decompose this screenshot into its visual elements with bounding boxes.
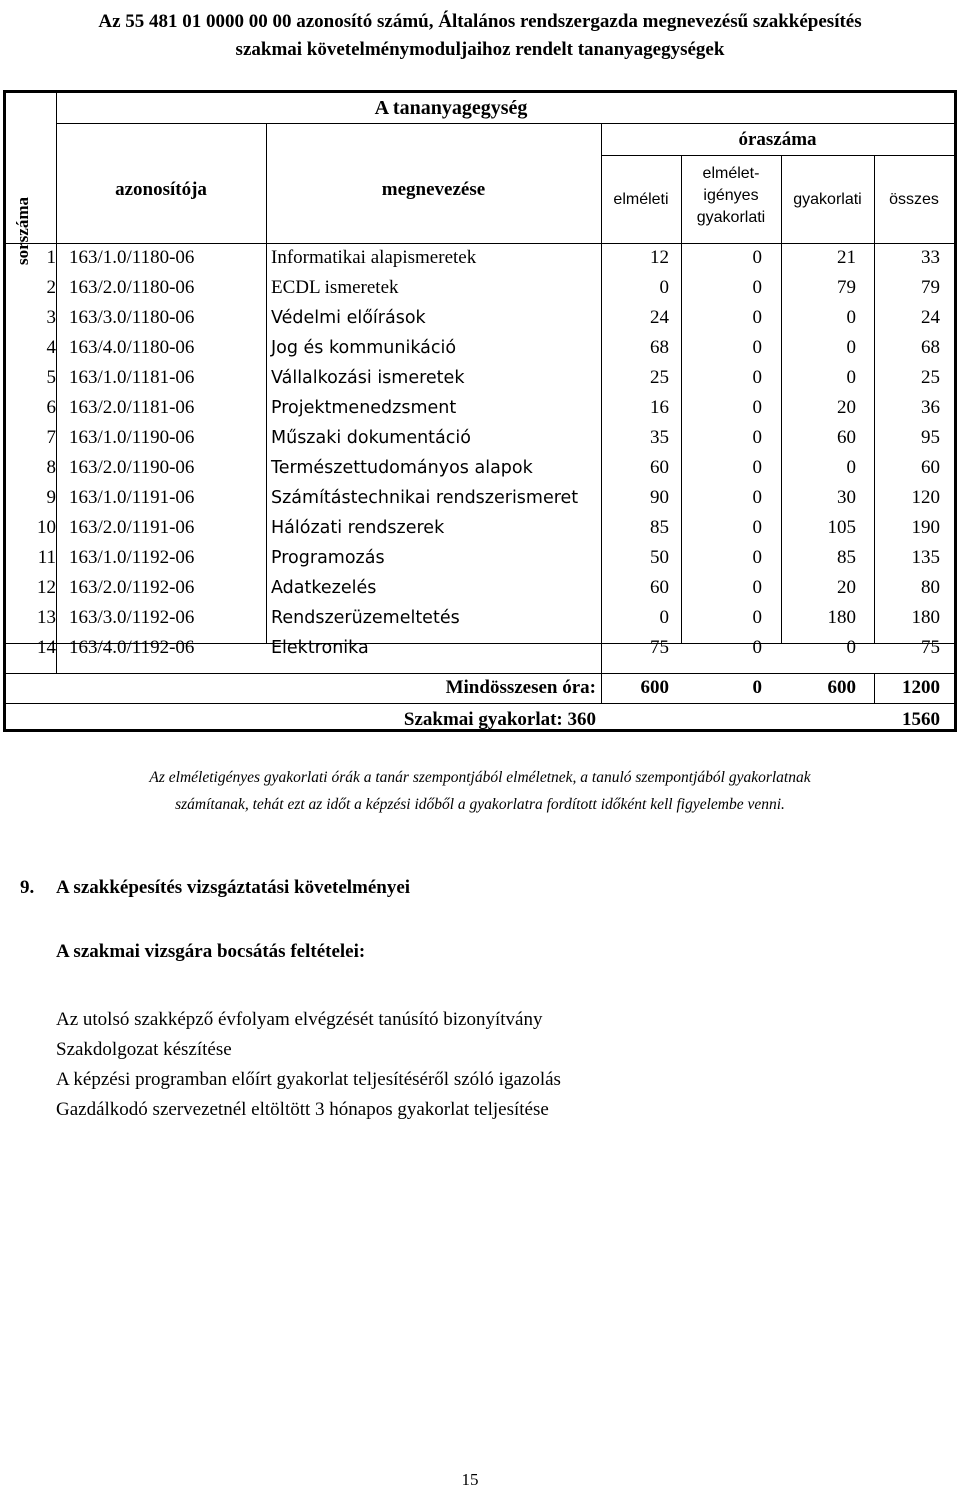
- table-row: [6, 453, 954, 483]
- section-heading: [20, 877, 410, 899]
- section-subtitle: A szakmai vizsgára bocsátás feltételei:: [56, 941, 366, 962]
- table-cell-elm: 60: [650, 457, 669, 478]
- list-item: Szakdolgozat készítése: [56, 1039, 232, 1060]
- table-cell-name: Természettudományos alapok: [271, 458, 533, 478]
- table-cell-ossz: 75: [921, 637, 940, 658]
- table-cell-gyak: 180: [827, 607, 856, 628]
- table-cell-gyak: 105: [827, 517, 856, 538]
- page-number: 15: [461, 1470, 479, 1489]
- table-cell-id: 163/3.0/1192-06: [69, 607, 195, 628]
- table-cell-id: 163/1.0/1180-06: [69, 247, 195, 268]
- table-cell-eig: 0: [752, 367, 762, 388]
- table-cell-eig: 0: [752, 607, 762, 628]
- table-cell-sn: 2: [46, 277, 56, 298]
- table-row: [6, 243, 954, 273]
- table-cell-id: 163/2.0/1180-06: [69, 277, 195, 298]
- table-row: [6, 513, 954, 543]
- table-cell-name: Műszaki dokumentáció: [271, 428, 471, 448]
- header-osszes: összes: [889, 191, 939, 208]
- table-cell-name: Számítástechnikai rendszerismeret: [271, 488, 579, 508]
- conditions-list: [56, 1005, 561, 1125]
- table-cell-gyak: 21: [837, 247, 856, 268]
- table-cell-ossz: 180: [911, 607, 940, 628]
- title-line-1: Az 55 481 01 0000 00 00 azonosító számú, Általános rendszergazda megnevezésű szakképesítés: [98, 11, 862, 32]
- table-cell-elm: 24: [650, 307, 669, 328]
- header-elmeleti: elméleti: [613, 191, 669, 208]
- header-megnevezese: megnevezése: [381, 179, 486, 200]
- table-cell-sn: 1: [46, 247, 56, 268]
- table-cell-gyak: 30: [837, 487, 856, 508]
- table-cell-name: Programozás: [271, 548, 385, 568]
- table-cell-id: 163/1.0/1191-06: [69, 487, 195, 508]
- table-cell-eig: 0: [752, 517, 762, 538]
- table-cell-sn: 9: [46, 487, 56, 508]
- table-cell-sn: 6: [46, 397, 56, 418]
- section-number: 9.: [20, 877, 35, 898]
- table-row: [6, 573, 954, 603]
- practice-osszes: 1560: [902, 709, 940, 730]
- table-cell-eig: 0: [752, 247, 762, 268]
- table-cell-sn: 4: [46, 337, 56, 358]
- header-tananyagegyseg: A tananyagegység: [374, 97, 528, 119]
- table-cell-name: Védelmi előírások: [271, 308, 426, 328]
- table-cell-elm: 75: [650, 637, 669, 658]
- header-gyakorlati: gyakorlati: [793, 191, 862, 208]
- table-cell-elm: 25: [650, 367, 669, 388]
- table-cell-id: 163/4.0/1180-06: [69, 337, 195, 358]
- totals-label: Mindösszesen óra:: [445, 677, 596, 698]
- table-cell-eig: 0: [752, 277, 762, 298]
- table-cell-ossz: 190: [911, 517, 940, 538]
- totals-gyakorlati: 600: [827, 677, 856, 698]
- title-line-2: szakmai követelménymoduljaihoz rendelt tananyagegységek: [235, 39, 725, 60]
- table-cell-ossz: 25: [921, 367, 940, 388]
- table-cell-ossz: 24: [921, 307, 940, 328]
- table-cell-elm: 12: [650, 247, 669, 268]
- table-cell-ossz: 135: [911, 547, 940, 568]
- table-cell-gyak: 20: [837, 397, 856, 418]
- curriculum-table: [3, 90, 957, 732]
- table-cell-ossz: 79: [921, 277, 940, 298]
- table-cell-ossz: 95: [921, 427, 940, 448]
- footnote: [0, 764, 960, 818]
- table-cell-sn: 14: [37, 637, 56, 658]
- footnote-line-2: számítanak, tehát ezt az időt a képzési időből a gyakorlatra fordított időként kell figyelembe venni.: [175, 796, 785, 813]
- table-cell-eig: 0: [752, 547, 762, 568]
- table-cell-elm: 90: [650, 487, 669, 508]
- table-cell-sn: 13: [37, 607, 56, 628]
- table-cell-eig: 0: [752, 577, 762, 598]
- table-row: [6, 273, 954, 303]
- table-cell-gyak: 0: [846, 457, 856, 478]
- table-cell-sn: 5: [46, 367, 56, 388]
- table-cell-id: 163/3.0/1180-06: [69, 307, 195, 328]
- table-cell-ossz: 33: [921, 247, 940, 268]
- table-cell-sn: 10: [37, 517, 56, 538]
- table-cell-eig: 0: [752, 427, 762, 448]
- table-cell-ossz: 60: [921, 457, 940, 478]
- header-elmeletigenyes: elmélet- igényes gyakorlati: [696, 165, 766, 226]
- table-cell-elm: 0: [659, 607, 669, 628]
- table-cell-gyak: 20: [837, 577, 856, 598]
- table-cell-eig: 0: [752, 637, 762, 658]
- table-cell-gyak: 0: [846, 337, 856, 358]
- list-item: Az utolsó szakképző évfolyam elvégzését tanúsító bizonyítvány: [56, 1009, 543, 1030]
- table-row: [6, 363, 954, 393]
- totals-osszes: 1200: [902, 677, 940, 698]
- table-cell-ossz: 120: [911, 487, 940, 508]
- section-title: A szakképesítés vizsgáztatási követelményei: [56, 877, 411, 898]
- table-cell-gyak: 0: [846, 307, 856, 328]
- table-cell-elm: 16: [650, 397, 669, 418]
- table-cell-name: Informatikai alapismeretek: [271, 247, 477, 268]
- table-row: [6, 423, 954, 453]
- table-cell-elm: 60: [650, 577, 669, 598]
- table-cell-ossz: 68: [921, 337, 940, 358]
- table-cell-gyak: 60: [837, 427, 856, 448]
- table-cell-id: 163/1.0/1192-06: [69, 547, 195, 568]
- table-row: [6, 543, 954, 573]
- totals-elmeleti: 600: [640, 677, 669, 698]
- table-cell-eig: 0: [752, 487, 762, 508]
- table-row: [6, 333, 954, 363]
- table-cell-eig: 0: [752, 397, 762, 418]
- table-cell-id: 163/2.0/1190-06: [69, 457, 195, 478]
- table-cell-sn: 3: [46, 307, 56, 328]
- table-cell-ossz: 36: [921, 397, 940, 418]
- practice-label: Szakmai gyakorlat: 360: [403, 709, 596, 730]
- table-cell-id: 163/1.0/1190-06: [69, 427, 195, 448]
- table-cell-gyak: 79: [837, 277, 856, 298]
- table-cell-gyak: 85: [837, 547, 856, 568]
- header-sorszama: sorszáma: [13, 197, 32, 265]
- document-title: [0, 8, 960, 64]
- table-cell-elm: 68: [650, 337, 669, 358]
- table-row: [6, 483, 954, 513]
- table-row: [6, 303, 954, 333]
- table-cell-gyak: 0: [846, 367, 856, 388]
- list-item: A képzési programban előírt gyakorlat teljesítéséről szóló igazolás: [56, 1069, 561, 1090]
- header-azonositoja: azonosítója: [115, 179, 207, 200]
- table-cell-name: Jog és kommunikáció: [271, 338, 457, 358]
- table-row: [6, 603, 954, 633]
- table-cell-id: 163/2.0/1192-06: [69, 577, 195, 598]
- totals-elmeletigenyes: 0: [752, 677, 762, 698]
- table-cell-name: Projektmenedzsment: [271, 398, 457, 418]
- table-cell-name: Adatkezelés: [271, 578, 377, 598]
- table-cell-name: Hálózati rendszerek: [271, 518, 445, 538]
- table-cell-ossz: 80: [921, 577, 940, 598]
- header-oraszama: óraszáma: [738, 129, 817, 150]
- table-cell-eig: 0: [752, 307, 762, 328]
- list-item: Gazdálkodó szervezetnél eltöltött 3 hónapos gyakorlat teljesítése: [56, 1099, 549, 1120]
- table-cell-name: Rendszerüzemeltetés: [271, 608, 460, 628]
- table-row: [6, 633, 954, 663]
- table-cell-id: 163/2.0/1191-06: [69, 517, 195, 538]
- table-row: [6, 393, 954, 423]
- table-cell-id: 163/1.0/1181-06: [69, 367, 195, 388]
- table-cell-eig: 0: [752, 457, 762, 478]
- table-cell-sn: 7: [46, 427, 56, 448]
- table-cell-name: ECDL ismeretek: [271, 277, 399, 298]
- table-cell-id: 163/2.0/1181-06: [69, 397, 195, 418]
- footnote-line-1: Az elméletigényes gyakorlati órák a tanár szempontjából elméletnek, a tanuló szempontjából gyakorlatnak: [149, 769, 811, 786]
- table-cell-sn: 11: [37, 547, 56, 568]
- table-cell-elm: 85: [650, 517, 669, 538]
- table-cell-elm: 50: [650, 547, 669, 568]
- table-cell-eig: 0: [752, 337, 762, 358]
- table-cell-sn: 12: [37, 577, 56, 598]
- table-cell-sn: 8: [46, 457, 56, 478]
- table-cell-gyak: 0: [846, 637, 856, 658]
- table-cell-id: 163/4.0/1192-06: [69, 637, 195, 658]
- table-cell-name: Vállalkozási ismeretek: [271, 368, 465, 388]
- table-cell-name: Elektronika: [271, 638, 369, 658]
- table-cell-elm: 0: [659, 277, 669, 298]
- table-cell-elm: 35: [650, 427, 669, 448]
